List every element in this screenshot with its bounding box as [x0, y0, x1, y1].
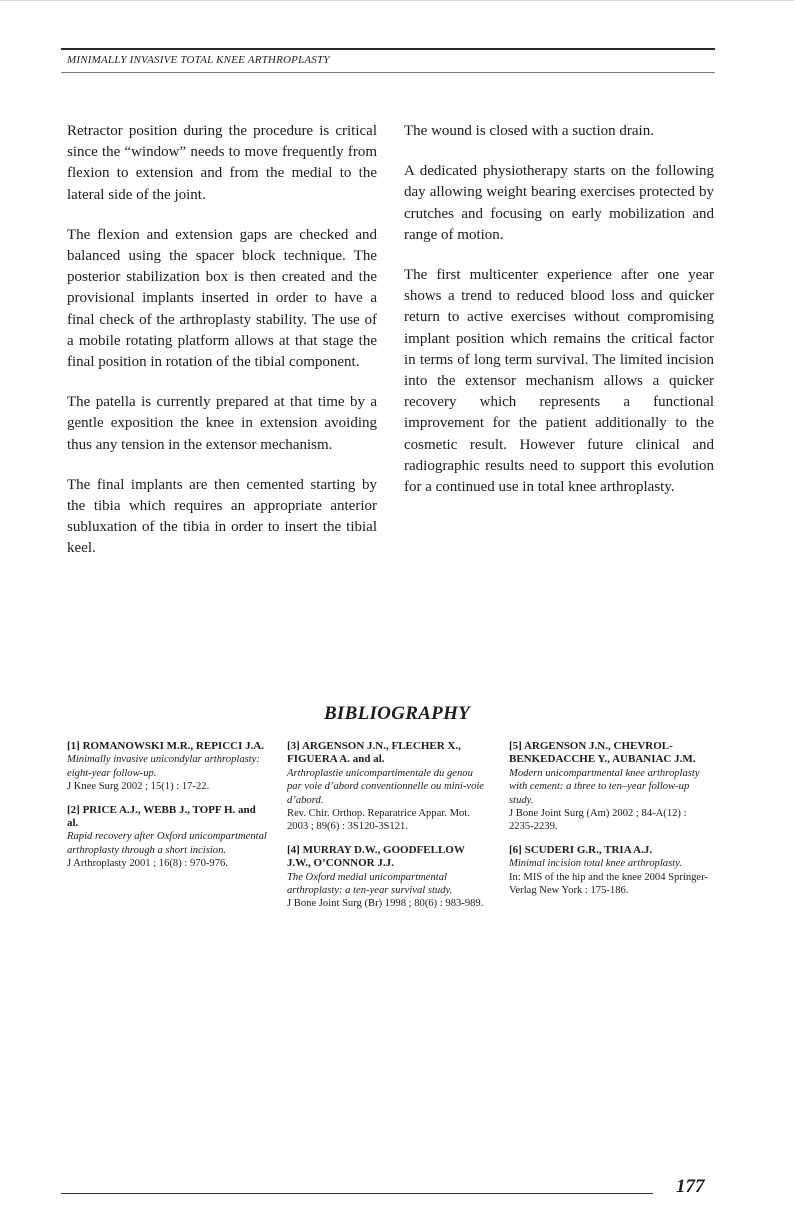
- reference-title: Minimal incision total knee arthroplasty.: [509, 858, 682, 870]
- footer-rule: [61, 1193, 653, 1194]
- reference-column-1: [67, 740, 267, 881]
- reference-title: Arthroplastie unicompartimentale du genou par voie d’abord conventionnelle ou mini-voie d’abord.: [287, 767, 485, 806]
- header-rule-bottom: [61, 72, 715, 73]
- paragraph: The patella is currently prepared at that time by a gentle exposition the knee in extension avoiding thus any tension in the extensor mechanism.: [67, 394, 377, 453]
- body-column-right: [404, 121, 714, 517]
- reference-source: Rev. Chir. Orthop. Reparatrice Appar. Mot. 2003 ; 89(6) : 3S120-3S121.: [287, 808, 470, 833]
- page-number: 177: [676, 1176, 705, 1197]
- reference-title: Modern unicompartmental knee arthroplasty with cement: a three to ten–year follow-up study.: [509, 767, 700, 806]
- reference-authors: [6] SCUDERI G.R., TRIA A.J.: [509, 843, 653, 856]
- body-column-left: [67, 121, 377, 579]
- reference-source: In: MIS of the hip and the knee 2004 Springer-Verlag New York : 175-186.: [509, 871, 708, 897]
- reference-column-3: [509, 740, 709, 907]
- reference-authors: [1] ROMANOWSKI M.R., REPICCI J.A.: [67, 740, 265, 752]
- paragraph: A dedicated physiotherapy starts on the following day allowing weight bearing exercises protected by crutches and focusing on early mobilization and range of motion.: [404, 163, 714, 243]
- reference-authors: [4] MURRAY D.W., GOODFELLOW J.W., O’CONNOR J.J.: [287, 843, 465, 870]
- reference-column-2: [287, 740, 487, 921]
- reference-title: Minimally invasive unicondylar arthroplasty: eight-year follow-up.: [67, 754, 260, 779]
- reference-title: The Oxford medial unicompartmental arthroplasty: a ten-year survival study.: [287, 871, 453, 897]
- scan-top-edge: [0, 0, 794, 1]
- reference-authors: [5] ARGENSON J.N., CHEVROL-BENKEDACCHE Y., AUBANIAC J.M.: [509, 740, 696, 766]
- reference-authors: [3] ARGENSON J.N., FLECHER X., FIGUERA A. and al.: [287, 740, 461, 766]
- paragraph: The final implants are then cemented starting by the tibia which requires an appropriate anterior subluxation of the tibia in order to insert the tibial keel.: [67, 476, 377, 557]
- reference-source: J Bone Joint Surg (Br) 1998 ; 80(6) : 983-989.: [287, 898, 484, 910]
- paragraph: The flexion and extension gaps are checked and balanced using the spacer block technique. The posterior stabilization box is then created and the provisional implants inserted in order to have a final check of the arthroplasty stability. The use of a mobile rotating platform allows at that stage the final position in rotation of the tibial component.: [67, 226, 377, 371]
- paragraph: Retractor position during the procedure is critical since the “window” needs to move frequently from flexion to extension and from the medial to the lateral side of the joint.: [67, 123, 377, 203]
- reference-source: J Arthroplasty 2001 ; 16(8) : 970-976.: [67, 858, 228, 870]
- paragraph: The wound is closed with a suction drain.: [404, 123, 654, 139]
- bibliography-heading: BIBLIOGRAPHY: [323, 703, 471, 724]
- paragraph: The first multicenter experience after one year shows a trend to reduced blood loss and quicker return to active exercises without compromising implant position which remains the critical factor in terms of long term survival. The limited incision into the extensor mechanism allows a quicker recovery which represents a functional improvement for the patient additionally to the cosmetic result. However future clinical and radiographic results need to support this evolution for a continued use in total knee arthroplasty.: [404, 267, 714, 496]
- reference-entry: [509, 844, 709, 898]
- reference-entry: [287, 740, 487, 834]
- reference-source: J Bone Joint Surg (Am) 2002 ; 84-A(12) : 2235-2239.: [509, 808, 687, 833]
- reference-entry: [509, 740, 709, 834]
- reference-source: J Knee Surg 2002 ; 15(1) : 17-22.: [67, 781, 210, 793]
- reference-entry: [287, 844, 487, 911]
- running-head: MINIMALLY INVASIVE TOTAL KNEE ARTHROPLASTY: [67, 54, 330, 66]
- reference-entry: [67, 804, 267, 871]
- reference-entry: [67, 740, 267, 794]
- reference-authors: [2] PRICE A.J., WEBB J., TOPF H. and al.: [67, 803, 256, 830]
- reference-title: Rapid recovery after Oxford unicompartmental arthroplasty through a short incision.: [67, 831, 267, 856]
- header-rule-top: [61, 48, 715, 50]
